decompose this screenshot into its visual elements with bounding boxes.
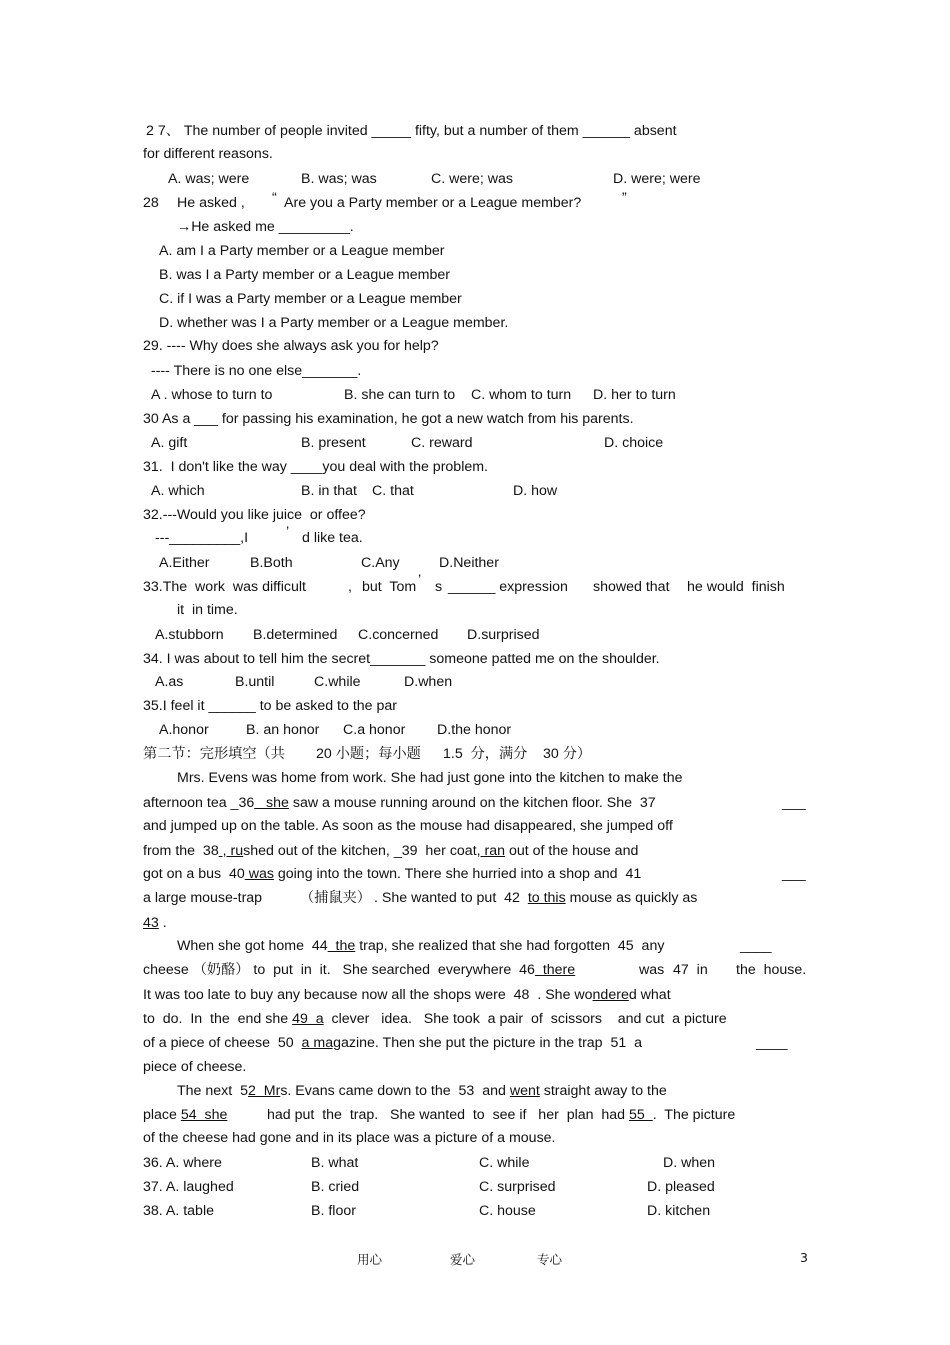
footer-word-3: 专心 bbox=[537, 1252, 563, 1267]
q33-option-d: D.surprised bbox=[467, 627, 540, 643]
q35-option-b: B. an honor bbox=[246, 722, 320, 738]
footer-word-2: 爱心 bbox=[450, 1252, 476, 1267]
q33-stem-2: , bbox=[348, 579, 352, 595]
q28-close-quote: ” bbox=[622, 190, 627, 206]
q30-option-a: A. gift bbox=[151, 435, 188, 451]
q29-stem: 29. ---- Why does she always ask you for help? bbox=[143, 338, 439, 354]
q27-option-c: C. were; was bbox=[431, 171, 513, 187]
q34-option-a: A.as bbox=[155, 674, 184, 690]
q28-stem: He asked , bbox=[177, 195, 245, 211]
q33-stem-3: but Tom bbox=[362, 579, 417, 595]
q27-option-a: A. was; were bbox=[168, 171, 250, 187]
q30-option-d: D. choice bbox=[604, 435, 664, 451]
q27-stem: 2 7、 The number of people invited _____ fifty, but a number of them ______ absent bbox=[146, 123, 677, 139]
q33-stem-1: 33.The work was difficult bbox=[143, 579, 306, 595]
q27-option-d: D. were; were bbox=[613, 171, 701, 187]
q28-quote: Are you a Party member or a League member? bbox=[284, 195, 582, 211]
q32-apostrophe: ’ bbox=[286, 524, 290, 540]
q34-stem: 34. I was about to tell him the secret_______ someone patted me on the shoulder. bbox=[143, 651, 660, 667]
q33-option-a: A.stubborn bbox=[155, 627, 224, 643]
q33-option-c: C.concerned bbox=[358, 627, 439, 643]
q31-option-a: A. which bbox=[151, 483, 205, 499]
option-row-36-a: 36. A. where bbox=[143, 1155, 222, 1171]
blank-51: ____ bbox=[756, 1035, 788, 1051]
page-number: 3 bbox=[800, 1250, 808, 1265]
q35-option-a: A.honor bbox=[159, 722, 209, 738]
option-row-38-c: C. house bbox=[479, 1203, 536, 1219]
q31-option-d: D. how bbox=[513, 483, 558, 499]
passage-line-11: to do. In the end she 49 a clever idea. She took a pair of scissors and cut a picture bbox=[143, 1011, 727, 1027]
q28-option-b: B. was I a Party member or a League member bbox=[159, 267, 450, 283]
q29-option-d: D. her to turn bbox=[593, 387, 676, 403]
q29-reply: ---- There is no one else_______. bbox=[151, 363, 362, 379]
q35-option-c: C.a honor bbox=[343, 722, 406, 738]
passage-line-3: and jumped up on the table. As soon as the mouse had disappeared, she jumped off bbox=[143, 818, 673, 834]
q29-option-a: A . whose to turn to bbox=[151, 387, 273, 403]
passage-line-9d: the house. bbox=[736, 962, 807, 978]
q34-option-c: C.while bbox=[314, 674, 361, 690]
passage-line-7: 43 . bbox=[143, 915, 167, 931]
q33-stem-4: ’ bbox=[418, 572, 422, 588]
passage-line-2: afternoon tea _36 she saw a mouse running around on the kitchen floor. She 37 bbox=[143, 795, 656, 811]
q32-stem: 32.---Would you like juice or offee? bbox=[143, 507, 366, 523]
section-title-3: 1.5 分，满分 bbox=[443, 746, 528, 762]
passage-line-12: of a piece of cheese 50 a magazine. Then she put the picture in the trap 51 a bbox=[143, 1035, 643, 1051]
q33-option-b: B.determined bbox=[253, 627, 338, 643]
q30-option-b: B. present bbox=[301, 435, 366, 451]
passage-line-15b: had put the trap. She wanted to see if her plan had 55 . The picture bbox=[267, 1107, 736, 1123]
q33-stem-7: showed that bbox=[593, 579, 670, 595]
q33-stem-cont: it in time. bbox=[177, 602, 238, 618]
q28-option-a: A. am I a Party member or a League member bbox=[159, 243, 445, 259]
q31-stem: 31. I don't like the way ____you deal with the problem. bbox=[143, 459, 488, 475]
option-row-36-c: C. while bbox=[479, 1155, 530, 1171]
passage-line-6a: a large mouse-trap bbox=[143, 890, 263, 906]
q35-stem: 35.I feel it ______ to be asked to the par bbox=[143, 698, 397, 714]
passage-line-9c: 47 in bbox=[673, 962, 708, 978]
passage-line-13: piece of cheese. bbox=[143, 1059, 247, 1075]
blank-45: ____ bbox=[740, 938, 772, 954]
blank-41: ___ bbox=[782, 866, 806, 882]
q28-arrow-line: →He asked me _________. bbox=[177, 219, 354, 235]
passage-line-6b: （捕鼠夹） bbox=[300, 890, 371, 906]
q32-reply-cont: d like tea. bbox=[302, 530, 363, 546]
passage-line-6c: . She wanted to put 42 to this mouse as quickly as bbox=[374, 890, 698, 906]
q35-option-d: D.the honor bbox=[437, 722, 512, 738]
passage-line-10: It was too late to buy any because now all the shops were 48 . She wondered what bbox=[143, 987, 671, 1003]
q28-option-c: C. if I was a Party member or a League member bbox=[159, 291, 462, 307]
option-row-37-a: 37. A. laughed bbox=[143, 1179, 234, 1195]
q27-option-b: B. was; was bbox=[301, 171, 377, 187]
q29-option-b: B. she can turn to bbox=[344, 387, 456, 403]
q32-option-b: B.Both bbox=[250, 555, 293, 571]
q32-option-c: C.Any bbox=[361, 555, 400, 571]
q33-stem-8: he would finish bbox=[687, 579, 785, 595]
passage-line-9b: was bbox=[639, 962, 665, 978]
passage-line-15: place 54 she bbox=[143, 1107, 228, 1123]
option-row-37-b: B. cried bbox=[311, 1179, 360, 1195]
section-title-1: 第二节：完形填空（共 bbox=[143, 746, 285, 762]
passage-line-8: When she got home 44 the trap, she realized that she had forgotten 45 any bbox=[177, 938, 665, 954]
passage-line-9: cheese （奶酪） to put in it. She searched everywhere 46 there bbox=[143, 962, 576, 978]
section-title-4: 30 分） bbox=[543, 746, 592, 762]
q28-number: 28 bbox=[143, 195, 159, 211]
option-row-38-b: B. floor bbox=[311, 1203, 356, 1219]
passage-line-16: of the cheese had gone and in its place was a picture of a mouse. bbox=[143, 1130, 556, 1146]
option-row-37-d: D. pleased bbox=[647, 1179, 715, 1195]
q32-option-a: A.Either bbox=[159, 555, 210, 571]
q34-option-b: B.until bbox=[235, 674, 275, 690]
q31-option-b: B. in that bbox=[301, 483, 357, 499]
passage-line-1: Mrs. Evens was home from work. She had just gone into the kitchen to make the bbox=[177, 770, 683, 786]
q33-stem-6: ______ expression bbox=[448, 579, 568, 595]
blank-37: ___ bbox=[782, 795, 806, 811]
option-row-37-c: C. surprised bbox=[479, 1179, 556, 1195]
section-title-2: 20 小题；每小题 bbox=[316, 746, 421, 762]
passage-line-5: got on a bus 40 was going into the town. There she hurried into a shop and 41 bbox=[143, 866, 642, 882]
q33-stem-5: s bbox=[435, 579, 443, 595]
q32-option-d: D.Neither bbox=[439, 555, 499, 571]
passage-line-14: The next 52 Mrs. Evans came down to the 53 and went straight away to the bbox=[177, 1083, 667, 1099]
passage-line-4: from the 38 , rushed out of the kitchen, _39 her coat, ran out of the house and bbox=[143, 843, 639, 859]
footer-word-1: 用心 bbox=[357, 1252, 383, 1267]
q28-option-d: D. whether was I a Party member or a League member. bbox=[159, 315, 509, 331]
option-row-36-b: B. what bbox=[311, 1155, 359, 1171]
option-row-38-a: 38. A. table bbox=[143, 1203, 214, 1219]
option-row-38-d: D. kitchen bbox=[647, 1203, 711, 1219]
q32-reply: ---_________,I bbox=[155, 530, 249, 546]
q30-option-c: C. reward bbox=[411, 435, 473, 451]
q31-option-c: C. that bbox=[372, 483, 414, 499]
q28-open-quote: “ bbox=[272, 190, 277, 206]
q34-option-d: D.when bbox=[404, 674, 453, 690]
q30-stem: 30 As a ___ for passing his examination, he got a new watch from his parents. bbox=[143, 411, 634, 427]
option-row-36-d: D. when bbox=[663, 1155, 716, 1171]
q29-option-c: C. whom to turn bbox=[471, 387, 572, 403]
q27-stem-cont: for different reasons. bbox=[143, 146, 273, 162]
